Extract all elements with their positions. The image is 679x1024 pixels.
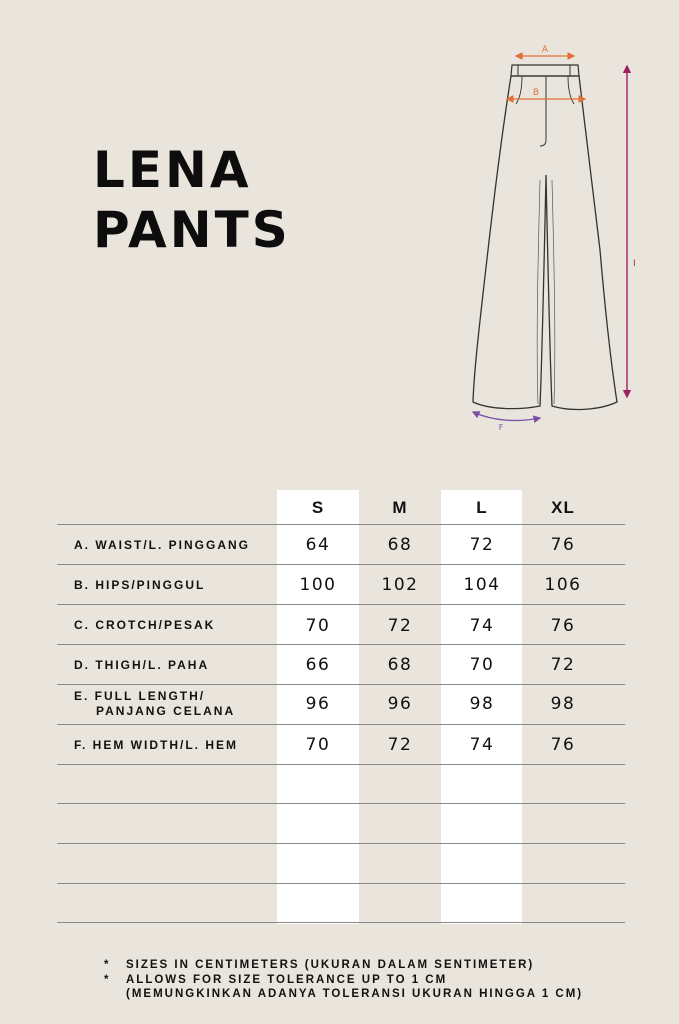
table-divider — [57, 764, 625, 765]
pants-drawing — [460, 40, 660, 440]
measure-f-arrow — [473, 412, 540, 420]
cell-length-xl: 98 — [550, 694, 576, 714]
row-label-thigh: D. THIGH/L. PAHA — [74, 658, 210, 672]
footnotes — [104, 958, 583, 1002]
row-label-full-length — [74, 689, 235, 719]
row-label-hem-width: F. HEM WIDTH/L. HEM — [74, 738, 238, 752]
cell-crotch-l: 74 — [469, 616, 495, 636]
row-label-crotch: C. CROTCH/PESAK — [74, 618, 216, 632]
pants-diagram — [460, 40, 660, 440]
table-divider — [57, 604, 625, 605]
table-divider — [57, 922, 625, 923]
cell-waist-s: 64 — [305, 535, 331, 555]
cell-hips-m: 102 — [381, 575, 419, 595]
measure-b-label: B — [532, 88, 540, 98]
table-divider — [57, 524, 625, 525]
table-divider — [57, 644, 625, 645]
leg-crease-right — [552, 180, 555, 404]
table-divider — [57, 843, 625, 844]
row-label-full-length-line2: PANJANG CELANA — [96, 704, 236, 718]
footnote-2 — [104, 973, 583, 988]
row-label-full-length-line1: E. FULL LENGTH/ — [74, 689, 206, 703]
table-divider — [57, 883, 625, 884]
cell-length-l: 98 — [469, 694, 495, 714]
pocket-right — [568, 76, 574, 104]
footnote-3-text: (MEMUNGKINKAN ADANYA TOLERANSI UKURAN HINGGA 1 CM) — [126, 988, 584, 1000]
cell-hem-xl: 76 — [550, 735, 576, 755]
cell-length-s: 96 — [305, 694, 331, 714]
cell-hips-xl: 106 — [544, 575, 582, 595]
cell-thigh-s: 66 — [305, 655, 331, 675]
measure-a-label: A — [541, 45, 549, 55]
pants-outline — [473, 76, 617, 409]
size-header-l: L — [476, 498, 488, 517]
fly-line — [540, 76, 546, 146]
cell-hips-l: 104 — [463, 575, 501, 595]
cell-crotch-s: 70 — [305, 616, 331, 636]
footnote-bullet: * — [104, 959, 111, 971]
title-line-1: LENA — [93, 141, 252, 199]
footnote-3 — [104, 987, 583, 1002]
title-line-2: PANTS — [93, 201, 291, 259]
measure-i-label: I — [633, 259, 636, 269]
size-header-xl: XL — [551, 498, 575, 517]
cell-thigh-xl: 72 — [550, 655, 576, 675]
footnote-1-text: SIZES IN CENTIMETERS (UKURAN DALAM SENTIMETER) — [126, 959, 535, 971]
table-divider — [57, 564, 625, 565]
cell-waist-m: 68 — [387, 535, 413, 555]
cell-hem-l: 74 — [469, 735, 495, 755]
waistband-outline — [511, 65, 579, 76]
size-header-m: M — [392, 498, 408, 517]
footnote-2-text: ALLOWS FOR SIZE TOLERANCE UP TO 1 CM — [126, 973, 448, 986]
footnote-bullet: * — [104, 973, 111, 986]
cell-hips-s: 100 — [299, 575, 337, 595]
cell-crotch-m: 72 — [387, 616, 413, 636]
row-label-hips: B. HIPS/PINGGUL — [74, 578, 206, 592]
cell-thigh-m: 68 — [387, 655, 413, 675]
row-label-waist: A. WAIST/L. PINGGANG — [74, 538, 251, 552]
cell-crotch-xl: 76 — [550, 616, 576, 636]
leg-crease-left — [537, 180, 540, 404]
table-divider — [57, 803, 625, 804]
size-header-s: S — [311, 498, 325, 517]
cell-length-m: 96 — [387, 694, 413, 714]
footnote-1 — [104, 958, 583, 973]
cell-hem-s: 70 — [305, 735, 331, 755]
cell-waist-xl: 76 — [550, 535, 576, 555]
cell-thigh-l: 70 — [469, 655, 495, 675]
cell-hem-m: 72 — [387, 735, 413, 755]
pocket-left — [516, 76, 522, 104]
product-title — [93, 140, 291, 260]
measure-f-label: F — [498, 423, 504, 432]
cell-waist-l: 72 — [469, 535, 495, 555]
table-divider — [57, 684, 625, 685]
table-divider — [57, 724, 625, 725]
